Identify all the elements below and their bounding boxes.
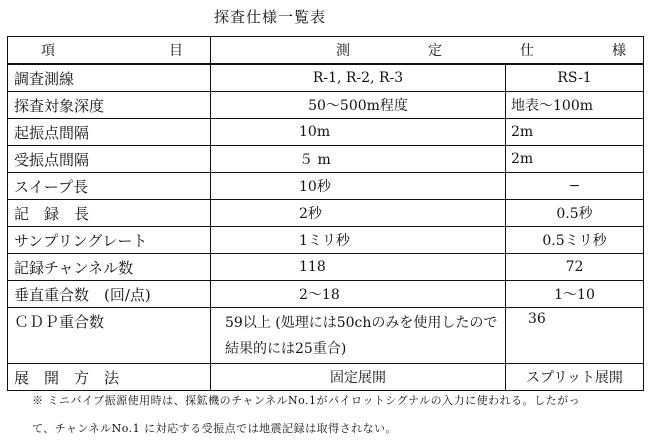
header-item	[8, 37, 211, 65]
header-item-char: 項	[41, 43, 55, 59]
row-value-main: 59以上 (処理には50chのみを使用したので結果的には25重合)	[211, 308, 506, 364]
table-row	[8, 119, 644, 146]
row-value-rs: 0.5ミリ秒	[506, 227, 644, 254]
table-row	[8, 173, 644, 200]
footnote-line: て、チャンネルNo.1 に対応する受振点では地震記録は取得されない。	[32, 422, 398, 435]
row-label: 記 録 長	[8, 200, 211, 227]
row-value-rs: −	[506, 173, 644, 200]
row-value-main: 10秒	[211, 173, 506, 200]
header-spec	[211, 37, 644, 65]
row-value-main: 固定展開	[211, 364, 506, 391]
footnote-line: ※ ミニバイブ振源使用時は、探鉱機のチャンネルNo.1がパイロットシグナルの入力に使われる。したがっ	[32, 394, 581, 407]
table-row	[8, 227, 644, 254]
row-value-main: R-1, R-2, R-3	[211, 64, 506, 92]
header-spec-char: 測	[336, 43, 350, 59]
row-label: 探査対象深度	[8, 92, 211, 119]
spec-table	[7, 36, 644, 391]
row-value-rs: 1〜10	[506, 281, 644, 308]
row-value-rs: RS-1	[506, 64, 644, 92]
row-value-rs: スプリット展開	[506, 364, 644, 391]
row-label: 展 開 方 法	[8, 364, 211, 391]
header-spec-char: 仕	[520, 43, 534, 59]
row-value-main: 2秒	[211, 200, 506, 227]
row-value-rs: 2m	[506, 146, 644, 173]
row-label: 垂直重合数 (回/点)	[8, 281, 211, 308]
row-label: サンプリングレート	[8, 227, 211, 254]
row-value-rs: 0.5秒	[506, 200, 644, 227]
table-row	[8, 146, 644, 173]
row-label: ＣＤＰ重合数	[8, 308, 211, 364]
row-value-rs: 72	[506, 254, 644, 281]
row-label: 調査測線	[8, 64, 211, 92]
table-row	[8, 308, 644, 364]
table-row	[8, 92, 644, 119]
header-item-char: 目	[169, 43, 183, 59]
header-spec-char: 定	[428, 43, 442, 59]
row-value-rs: 2m	[506, 119, 644, 146]
row-value-rs: 地表〜100m	[506, 92, 644, 119]
row-label: 起振点間隔	[8, 119, 211, 146]
header-spec-char: 様	[612, 43, 626, 59]
table-row	[8, 200, 644, 227]
row-label: 記録チャンネル数	[8, 254, 211, 281]
row-value-main: 50〜500m程度	[211, 92, 506, 119]
row-value-main: ５ m	[211, 146, 506, 173]
table-row	[8, 281, 644, 308]
table-row	[8, 254, 644, 281]
row-value-main: 1ミリ秒	[211, 227, 506, 254]
row-label: スイープ長	[8, 173, 211, 200]
table-title: 探査仕様一覧表	[214, 8, 327, 26]
table-row	[8, 64, 644, 92]
row-label: 受振点間隔	[8, 146, 211, 173]
table-row	[8, 364, 644, 391]
row-value-main: 2〜18	[211, 281, 506, 308]
row-value-main: 10m	[211, 119, 506, 146]
row-value-main: 118	[211, 254, 506, 281]
row-value-rs: 36	[506, 308, 644, 364]
header-row	[8, 37, 644, 65]
